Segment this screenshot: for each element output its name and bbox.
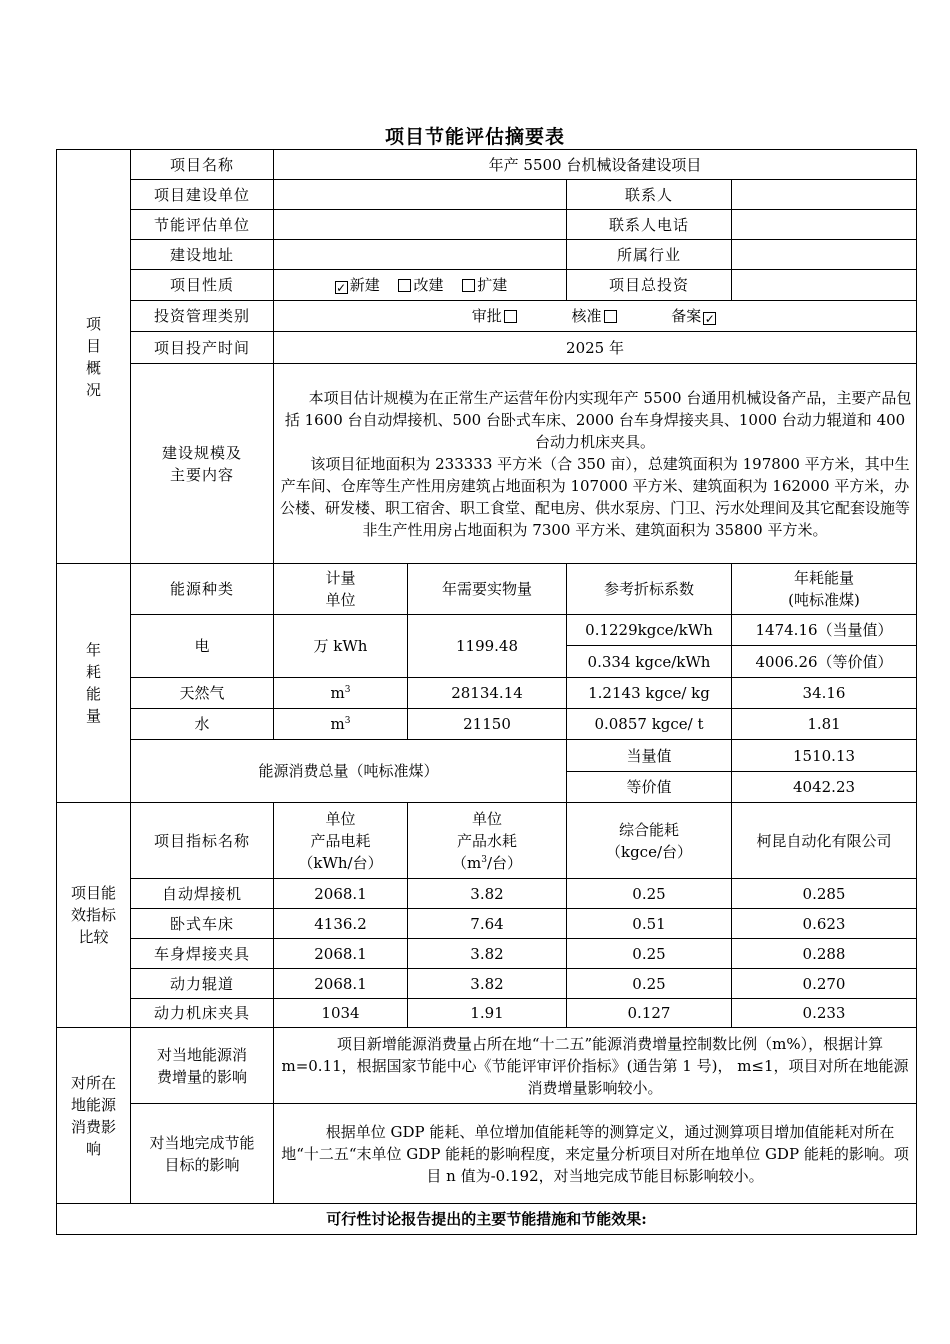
industry-value bbox=[732, 240, 917, 270]
equiv-label: 当量值 bbox=[567, 740, 732, 772]
water-header: 单位 产品水耗 （$m^3/$台） bbox=[408, 803, 567, 879]
water-unit: $m^3$ bbox=[274, 709, 408, 740]
mgmt-label: 投资管理类别 bbox=[131, 301, 274, 332]
indicator-water: 3.82 bbox=[408, 969, 567, 999]
equal-value: 4042.23 bbox=[732, 772, 917, 803]
scale-label: 建设规模及 主要内容 bbox=[131, 364, 274, 564]
table-row bbox=[57, 999, 917, 1028]
mgmt-option-approve[interactable]: 审批 bbox=[472, 307, 519, 325]
nature-option-rebuild[interactable]: 改建 bbox=[396, 276, 443, 294]
consumption-header: 年耗能量 (吨标准煤) bbox=[732, 564, 917, 615]
mgmt-options bbox=[274, 301, 917, 332]
checkbox-checked-icon[interactable]: ✓ bbox=[704, 312, 715, 326]
increment-label: 对当地能源消 费增量的影响 bbox=[131, 1028, 274, 1104]
indicator-name-header: 项目指标名称 bbox=[131, 803, 274, 879]
scale-content bbox=[274, 364, 917, 564]
section-label-energy: 年 耗 能 量 bbox=[57, 564, 131, 803]
total-investment-value bbox=[732, 270, 917, 301]
energy-type-header: 能源种类 bbox=[131, 564, 274, 615]
electricity-name: 电 bbox=[131, 615, 274, 678]
table-row bbox=[57, 969, 917, 999]
gas-unit: $m^3$ bbox=[274, 678, 408, 709]
contact-label: 联系人 bbox=[567, 180, 732, 210]
increment-text: 项目新增能源消费量占所在地“十二五”能源消费增量控制数比例（m%），根据计算 m=0.11，根据国家节能中心《节能评审评价指标》(通告第 1 号)， m≤1，项目对所在地能源消费增量影响较小。 bbox=[274, 1028, 917, 1104]
electricity-qty: 1199.48 bbox=[408, 615, 567, 678]
indicator-company: 0.623 bbox=[732, 909, 917, 939]
comp-header: 综合能耗 （kgce/台） bbox=[567, 803, 732, 879]
industry-label: 所属行业 bbox=[567, 240, 732, 270]
indicator-name: 动力辊道 bbox=[131, 969, 274, 999]
total-investment-label: 项目总投资 bbox=[567, 270, 732, 301]
electricity-cons-1: 1474.16（当量值） bbox=[732, 615, 917, 646]
checkbox-icon[interactable] bbox=[604, 310, 617, 323]
indicator-elec: 4136.2 bbox=[274, 909, 408, 939]
project-name-value: 年产 5500 台机械设备建设项目 bbox=[274, 150, 917, 180]
section-label-indicators: 项目能 效指标 比较 bbox=[57, 803, 131, 1028]
indicator-company: 0.233 bbox=[732, 999, 917, 1028]
table-row bbox=[57, 879, 917, 909]
indicator-name: 自动焊接机 bbox=[131, 879, 274, 909]
indicator-elec: 2068.1 bbox=[274, 969, 408, 999]
indicator-elec: 1034 bbox=[274, 999, 408, 1028]
annual-qty-header: 年需要实物量 bbox=[408, 564, 567, 615]
indicator-water: 3.82 bbox=[408, 939, 567, 969]
water-coef: 0.0857 kgce/ t bbox=[567, 709, 732, 740]
indicator-elec: 2068.1 bbox=[274, 939, 408, 969]
electricity-coef-1: 0.1229kgce/kWh bbox=[567, 615, 732, 646]
production-time-label: 项目投产时间 bbox=[131, 332, 274, 364]
table-row bbox=[57, 939, 917, 969]
scale-paragraph-2: 该项目征地面积为 233333 平方米（合 350 亩），总建筑面积为 197800 平方米，其中生产车间、仓库等生产性用房建筑占地面积为 107000 平方米、建筑面积为 162000 平方米，办公楼、研发楼、职工宿舍、职工食堂、配电房、供水泵房、门卫、污水处理间及其它配套设施等非生产性用房占地面积为 7300 平方米、建筑面积为 35800 平方米。 bbox=[280, 454, 911, 539]
unit-header: 计量 单位 bbox=[274, 564, 408, 615]
builder-value bbox=[274, 180, 567, 210]
nature-option-new[interactable]: ✓ 新建 bbox=[336, 276, 380, 295]
address-label: 建设地址 bbox=[131, 240, 274, 270]
electricity-cons-2: 4006.26（等价值） bbox=[732, 646, 917, 678]
nature-label: 项目性质 bbox=[131, 270, 274, 301]
gas-cons: 34.16 bbox=[732, 678, 917, 709]
measures-heading: 可行性讨论报告提出的主要节能措施和节能效果: bbox=[57, 1204, 917, 1235]
indicator-water: 1.91 bbox=[408, 999, 567, 1028]
indicator-company: 0.285 bbox=[732, 879, 917, 909]
section-label-impact: 对所在 地能源 消费影 响 bbox=[57, 1028, 131, 1204]
scale-paragraph-1: 本项目估计规模为在正常生产运营年份内实现年产 5500 台通用机械设备产品，主要产品包括 1600 台自动焊接机、500 台卧式车床、2000 台车身焊接夹具、1000 台动力辊道和 400 台动力机床夹具。 bbox=[284, 388, 912, 451]
total-consumption-label: 能源消费总量（吨标准煤） bbox=[131, 740, 567, 803]
mgmt-option-record[interactable]: 备案 ✓ bbox=[671, 307, 715, 326]
indicator-water: 7.64 bbox=[408, 909, 567, 939]
coef-header: 参考折标系数 bbox=[567, 564, 732, 615]
water-qty: 21150 bbox=[408, 709, 567, 740]
nature-option-expand[interactable]: 扩建 bbox=[460, 276, 507, 294]
water-cons: 1.81 bbox=[732, 709, 917, 740]
production-time-value: 2025 年 bbox=[274, 332, 917, 364]
electricity-unit: 万 kWh bbox=[274, 615, 408, 678]
indicator-comp: 0.25 bbox=[567, 879, 732, 909]
target-text: 根据单位 GDP 能耗、单位增加值能耗等的测算定义，通过测算项目增加值能耗对所在地“十二五“末单位 GDP 能耗的影响程度，来定量分析项目对所在地单位 GDP 能耗的影响。项目 n 值为-0.192，对当地完成节能目标影响较小。 bbox=[274, 1104, 917, 1204]
indicator-company: 0.288 bbox=[732, 939, 917, 969]
assessor-label: 节能评估单位 bbox=[131, 210, 274, 240]
checkbox-icon[interactable] bbox=[398, 279, 411, 292]
indicator-comp: 0.51 bbox=[567, 909, 732, 939]
table-row bbox=[57, 909, 917, 939]
page-title: 项目节能评估摘要表 bbox=[384, 126, 565, 148]
indicator-comp: 0.25 bbox=[567, 969, 732, 999]
equal-label: 等价值 bbox=[567, 772, 732, 803]
summary-table bbox=[56, 149, 917, 1235]
builder-label: 项目建设单位 bbox=[131, 180, 274, 210]
checkbox-icon[interactable] bbox=[462, 279, 475, 292]
indicator-water: 3.82 bbox=[408, 879, 567, 909]
indicator-name: 动力机床夹具 bbox=[131, 999, 274, 1028]
contact-phone-value bbox=[732, 210, 917, 240]
indicator-comp: 0.127 bbox=[567, 999, 732, 1028]
indicator-elec: 2068.1 bbox=[274, 879, 408, 909]
indicator-name: 车身焊接夹具 bbox=[131, 939, 274, 969]
gas-coef: 1.2143 kgce/ kg bbox=[567, 678, 732, 709]
contact-phone-label: 联系人电话 bbox=[567, 210, 732, 240]
nature-options bbox=[274, 270, 567, 301]
checkbox-checked-icon[interactable]: ✓ bbox=[336, 281, 347, 295]
elec-header: 单位 产品电耗 （kWh/台） bbox=[274, 803, 408, 879]
address-value bbox=[274, 240, 567, 270]
gas-name: 天然气 bbox=[131, 678, 274, 709]
target-label: 对当地完成节能 目标的影响 bbox=[131, 1104, 274, 1204]
contact-value bbox=[732, 180, 917, 210]
company-header: 柯昆自动化有限公司 bbox=[732, 803, 917, 879]
indicator-company: 0.270 bbox=[732, 969, 917, 999]
equiv-value: 1510.13 bbox=[732, 740, 917, 772]
electricity-coef-2: 0.334 kgce/kWh bbox=[567, 646, 732, 678]
mgmt-option-verify[interactable]: 核准 bbox=[572, 307, 619, 325]
project-name-label: 项目名称 bbox=[131, 150, 274, 180]
checkbox-icon[interactable] bbox=[504, 310, 517, 323]
gas-qty: 28134.14 bbox=[408, 678, 567, 709]
water-name: 水 bbox=[131, 709, 274, 740]
indicator-name: 卧式车床 bbox=[131, 909, 274, 939]
assessor-value bbox=[274, 210, 567, 240]
section-label-overview: 项 目 概 况 bbox=[57, 150, 131, 564]
indicator-comp: 0.25 bbox=[567, 939, 732, 969]
